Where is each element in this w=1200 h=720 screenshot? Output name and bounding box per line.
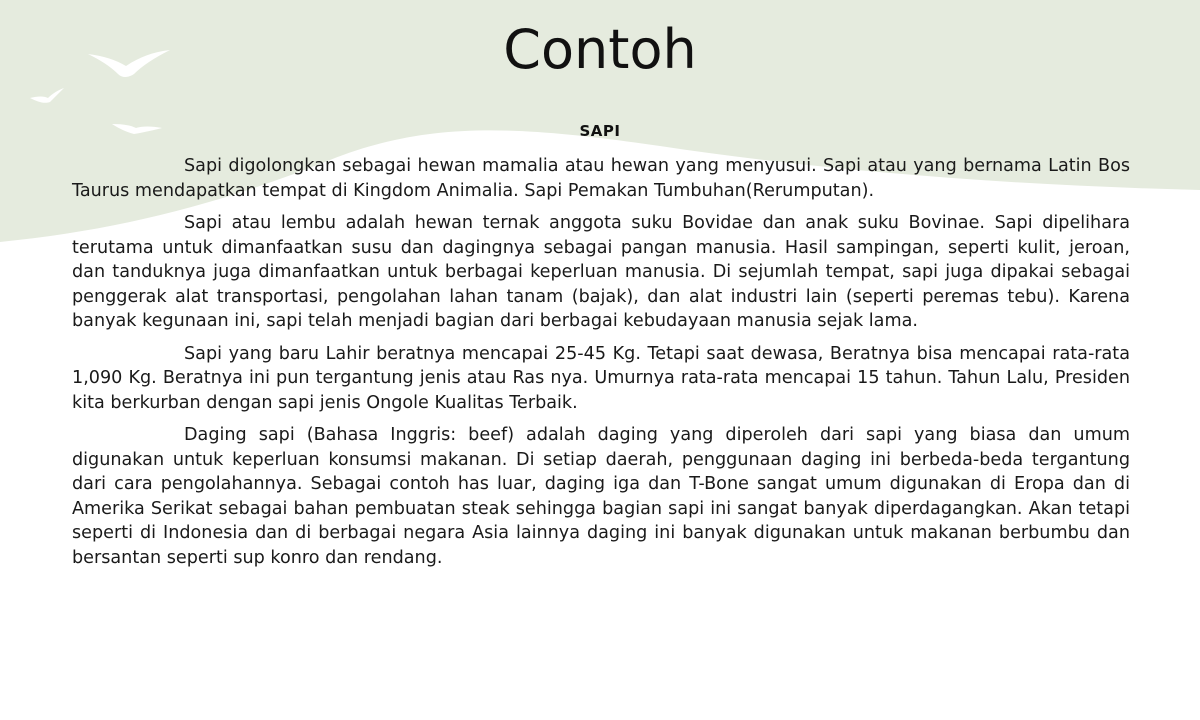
body-text [72, 154, 1130, 578]
slide-title: Contoh [503, 18, 697, 81]
paragraph: Sapi digolongkan sebagai hewan mamalia atau hewan yang menyusui. Sapi atau yang bernama Latin Bos Taurus mendapatkan tempat di Kingdom Animalia. Sapi Pemakan Tumbuhan(Rerumputan). [72, 156, 1130, 201]
paragraph: Daging sapi (Bahasa Inggris: beef) adalah daging yang diperoleh dari sapi yang biasa dan umum digunakan untuk keperluan konsumsi makanan. Di setiap daerah, penggunaan daging ini berbeda-beda tergantung dari cara pengolahannya. Sebagai contoh has luar, daging iga dan T-Bone sangat umum digunakan di Eropa dan di Amerika Serikat sebagai bahan pembuatan steak sehingga bagian sapi ini sangat banyak diperdagangkan. Akan tetapi seperti di Indonesia dan di berbagai negara Asia lainnya daging ini banyak digunakan untuk makanan berbumbu dan bersantan seperti sup konro dan rendang. [72, 425, 1130, 568]
section-heading: SAPI [579, 122, 621, 140]
paragraph: Sapi atau lembu adalah hewan ternak anggota suku Bovidae dan anak suku Bovinae. Sapi dipelihara terutama untuk dimanfaatkan susu dan dagingnya sebagai pangan manusia. Hasil sampingan, seperti kulit, jeroan, dan tanduknya juga dimanfaatkan untuk berbagai keperluan manusia. Di sejumlah tempat, sapi juga dipakai sebagai penggerak alat transportasi, pengolahan lahan tanam (bajak), dan alat industri lain (seperti peremas tebu). Karena banyak kegunaan ini, sapi telah menjadi bagian dari berbagai kebudayaan manusia sejak lama. [72, 213, 1130, 331]
paragraph: Sapi yang baru Lahir beratnya mencapai 25-45 Kg. Tetapi saat dewasa, Beratnya bisa mencapai rata-rata 1,090 Kg. Beratnya ini pun tergantung jenis atau Ras nya. Umurnya rata-rata mencapai 15 tahun. Tahun Lalu, Presiden kita berkurban dengan sapi jenis Ongole Kualitas Terbaik. [72, 343, 1130, 413]
